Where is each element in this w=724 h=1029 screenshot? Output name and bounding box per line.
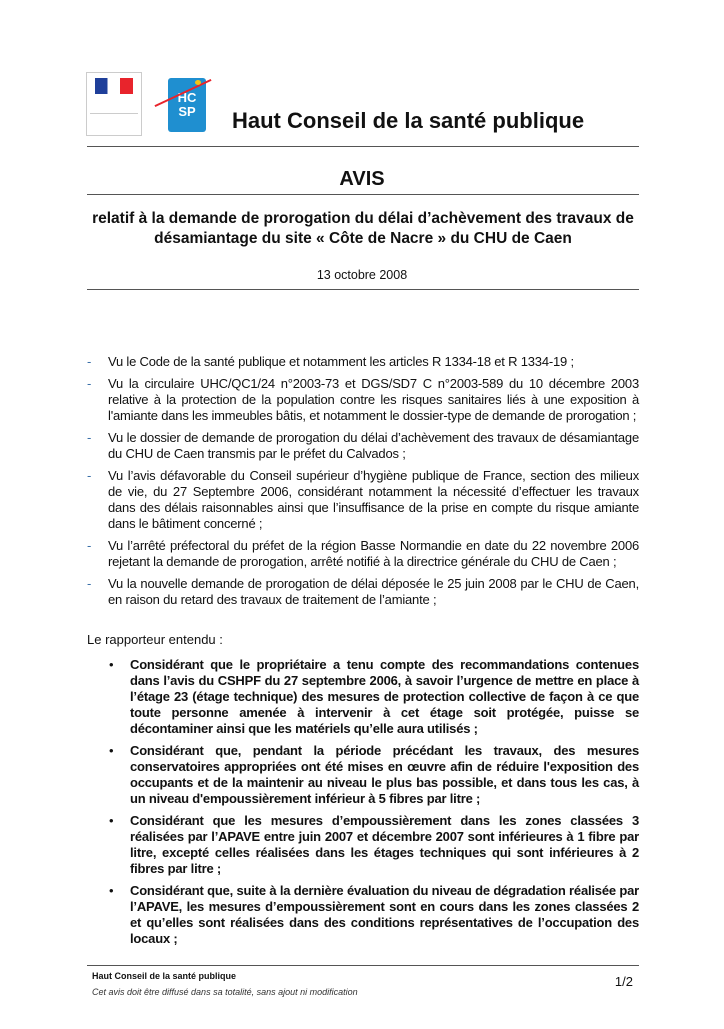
- vu-item: - Vu le dossier de demande de prorogation du délai d’achèvement des travaux de désamiantage du CHU de Caen transmis par le préfet du Calvados ;: [87, 430, 639, 461]
- vu-item: - Vu le Code de la santé publique et notamment les articles R 1334-18 et R 1334-19 ;: [87, 354, 574, 369]
- doc-subtitle: relatif à la demande de prorogation du délai d’achèvement des travaux de désamiantage du site « Côte de Nacre » du CHU de Caen: [92, 210, 634, 247]
- footer-org: Haut Conseil de la santé publique: [92, 971, 237, 981]
- considerant-item: • Considérant que les mesures d’empoussièrement dans les zones classées 3 réalisées par l’APAVE entre juin 2007 et décembre 2007 sont inférieures à 1 fibre par litre, excepté celles réalisées dans les étages techniques qui sont inférieures à 2 fibres par litre ;: [109, 813, 639, 876]
- doc-date: 13 octobre 2008: [316, 268, 408, 282]
- considerant-item: • Considérant que le propriétaire a tenu compte des recommandations contenues dans l’avis du CSHPF du 27 septembre 2006, à savoir l’urgence de mettre en place à l’étage 23 (étage technique) des mesures de protection collective de façon à ce que toute personne amenée à intervenir à cet étage soit protégée, puisse se décontaminer ainsi que les matériels qu’elle aura utilisés ;: [109, 657, 639, 736]
- vu-item: - Vu la circulaire UHC/QC1/24 n°2003-73 et DGS/SD7 C n°2003-589 du 10 décembre 2003 relative à la protection de la population contre les risques sanitaires liés à une exposition à l'amiante dans les immeubles bâtis, et notamment le dossier-type de demande de prorogation ;: [87, 376, 639, 423]
- considerant-item: • Considérant que, suite à la dernière évaluation du niveau de dégradation réalisée par l’APAVE, les mesures d’empoussièrement sont en cours dans les zones classées 2 et qu’elles sont réalisées dans des conditions représentatives de l’occupation des locaux ;: [109, 883, 639, 946]
- vu-item: - Vu l’arrêté préfectoral du préfet de la région Basse Normandie en date du 22 novembre 2006 rejetant la demande de prorogation, arrêté notifié à la directrice générale du CHU de Caen ;: [87, 538, 639, 569]
- doc-type: AVIS: [339, 168, 385, 190]
- vu-item: - Vu la nouvelle demande de prorogation de délai déposée le 25 juin 2008 par le CHU de Caen, en raison du retard des travaux de traitement de l’amiante ;: [87, 576, 639, 607]
- footer: [87, 965, 639, 1029]
- considerant-item: • Considérant que, pendant la période précédant les travaux, des mesures conservatoires appropriées ont été mises en œuvre afin de réduire l'exposition des occupants et de la maintenir au niveau le plus bas possible, et dans tous les cas, à un niveau d'empoussièrement inférieur à 5 fibres par litre ;: [109, 743, 639, 806]
- footer-notice: Cet avis doit être diffusé dans sa totalité, sans ajout ni modification: [92, 987, 358, 997]
- page-number: 1/2: [614, 974, 633, 989]
- org-title: Haut Conseil de la santé publique: [232, 108, 585, 133]
- vu-item: - Vu l’avis défavorable du Conseil supérieur d’hygiène publique de France, section des milieux de vie, du 27 Septembre 2006, considérant notamment la nécessité d’effectuer les travaux dans des délais raisonnables ainsi que l’insuffisance de la prise en compte du risque amiante dans le bâtiment concerné ;: [87, 468, 639, 531]
- rapporteur-line: Le rapporteur entendu :: [87, 632, 223, 647]
- hcsp-logo: HC SP: [168, 78, 206, 132]
